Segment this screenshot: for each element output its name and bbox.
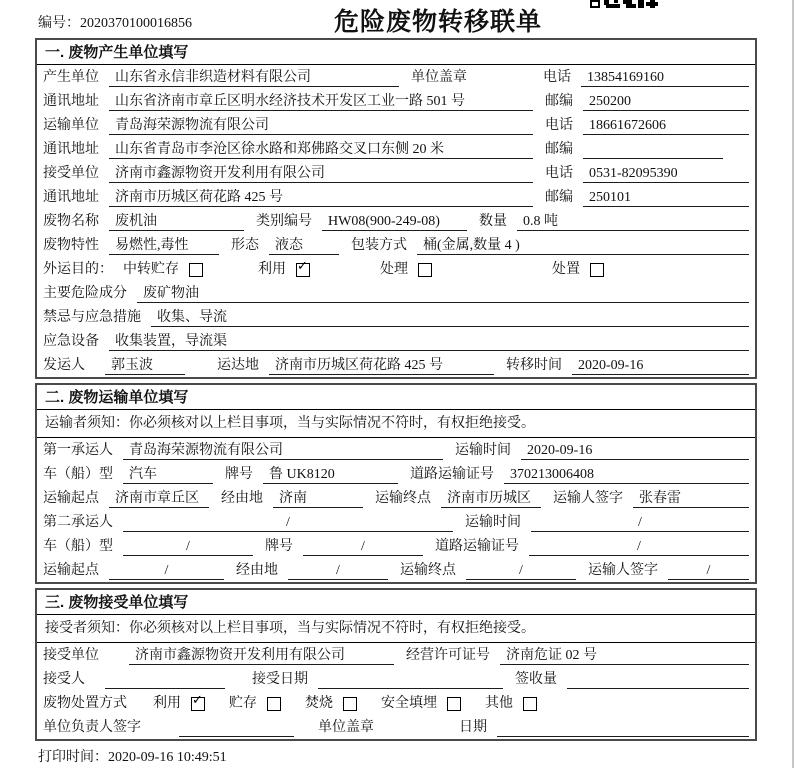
section-transporter [35,383,757,584]
check-mark-icon: ✓ [297,259,308,274]
form-row [37,137,755,161]
field-value: 济南市鑫源物资开发利用有限公司 [129,647,394,665]
field-value: / [529,538,749,556]
field-label: 包装方式 [351,238,407,253]
field-label: 第二承运人 [43,515,113,530]
field-value: 青岛海荣源物流有限公司 [109,117,533,135]
field-label: 单位盖章 [318,720,374,735]
field-value: 收集、导流 [151,309,749,327]
form-row [37,691,755,715]
field-label: 邮编 [545,94,573,109]
form-row [37,462,755,486]
checkbox-checked-icon [191,693,205,711]
field-value-empty [583,141,723,159]
field-label: 电话 [543,70,571,85]
field-label: 发运人 [43,358,85,373]
page-edge-line [792,0,794,768]
section-title: 三. 废物接受单位填写 [37,590,755,615]
serial-label: 编号： [38,16,80,31]
spacer [197,376,217,377]
field-value: 液态 [269,237,339,255]
form-row [37,233,755,257]
checkbox-checked-icon [296,259,310,277]
form-row [37,257,755,281]
spacer [205,714,229,715]
field-value: 山东省永信非织造材料有限公司 [109,69,399,87]
field-value: 18661672606 [583,117,749,135]
field-label: 外运目的： [43,262,113,277]
field-label: 经由地 [236,563,278,578]
form-row [37,643,755,667]
field-label: 利用 [153,696,181,711]
spacer [477,88,543,89]
form-row [37,209,755,233]
field-label: 牌号 [265,539,293,554]
field-value: 桶(金属,数量 4 ) [417,237,749,255]
form-row [37,558,755,582]
field-value: 济南市鑫源物资开发利用有限公司 [109,165,533,183]
field-value: / [466,562,576,580]
checkbox-icon [343,697,357,711]
checkbox-icon [267,697,281,711]
field-value: 2020-09-16 [572,357,749,375]
field-label: 接受单位 [43,166,99,181]
field-value: 0.8 吨 [517,213,749,231]
field-label: 处理 [380,262,408,277]
field-value: 易燃性,毒性 [109,237,219,255]
checkbox-icon [418,263,432,277]
qr-code-fragment-icon [590,0,658,10]
field-label: 经营许可证号 [406,648,490,663]
field-label: 电话 [545,118,573,133]
field-label: 产生单位 [43,70,99,85]
form-row [37,353,755,377]
field-label: 牌号 [225,467,253,482]
field-label: 中转贮存 [123,262,179,277]
field-value: 收集装置，导流渠 [109,333,749,351]
section-notice: 接受者须知：你必须核对以上栏目事项，当与实际情况不符时，有权拒绝接受。 [37,615,755,643]
serial-line [38,12,192,32]
section-title: 二. 废物运输单位填写 [37,385,755,410]
section-title: 一. 废物产生单位填写 [37,40,755,65]
field-value-empty [497,719,749,737]
field-value: / [531,514,749,532]
field-label: 接受日期 [252,672,308,687]
field-value: / [123,538,253,556]
field-label: 接受单位 [43,648,99,663]
spacer [306,738,318,739]
check-mark-icon: ✓ [192,693,203,708]
field-label: 利用 [258,262,286,277]
field-value: 2020-09-16 [521,442,749,460]
field-label: 运输终点 [375,491,431,506]
field-value: / [668,562,749,580]
field-label: 废物处置方式 [43,696,127,711]
field-label: 通讯地址 [43,94,99,109]
print-time-value: 2020-09-16 10:49:51 [108,750,227,765]
field-value-empty [179,719,294,737]
form-row [37,113,755,137]
field-label: 运输人签字 [588,563,658,578]
field-label: 运输时间 [465,515,521,530]
spacer [281,714,305,715]
field-value-empty [567,671,749,689]
field-label: 运输人签字 [553,491,623,506]
field-label: 运达地 [217,358,259,373]
field-label: 车（船）型 [43,539,113,554]
field-value: 济南市章丘区 [109,490,209,508]
field-label: 禁忌与应急措施 [43,310,141,325]
field-value: / [303,538,423,556]
field-label: 处置 [552,262,580,277]
form-row [37,486,755,510]
field-label: 转移时间 [506,358,562,373]
checkbox-icon [189,263,203,277]
field-label: 签收量 [515,672,557,687]
field-value: 郭玉波 [105,357,185,375]
checkbox-icon [523,697,537,711]
form-row [37,305,755,329]
print-time-label: 打印时间： [38,750,108,765]
field-value: 370213006408 [504,466,749,484]
field-label: 废物名称 [43,214,99,229]
field-label: 接受人 [43,672,85,687]
spacer [203,280,258,281]
field-label: 安全填埋 [381,696,437,711]
field-value: 山东省济南市章丘区明水经济技术开发区工业一路 501 号 [109,93,533,111]
field-value: 张春雷 [633,490,749,508]
spacer [137,714,153,715]
section-producer [35,38,757,379]
field-value-empty [318,671,503,689]
spacer [95,376,105,377]
form-row [37,65,755,89]
field-value: 汽车 [123,466,213,484]
field-value: 0531-82095390 [583,165,749,183]
field-value: 13854169160 [581,69,749,87]
field-value: 山东省青岛市李沧区徐水路和郑佛路交叉口东侧 20 米 [109,141,533,159]
field-label: 运输起点 [43,563,99,578]
spacer [237,690,252,691]
field-label: 类别编号 [256,214,312,229]
field-label: 贮存 [229,696,257,711]
field-label: 单位盖章 [411,70,467,85]
field-label: 经由地 [221,491,263,506]
field-value-empty [105,671,225,689]
field-value: 250101 [583,189,749,207]
spacer [384,738,459,739]
field-label: 邮编 [545,142,573,157]
field-label: 其他 [485,696,513,711]
field-value: 鲁 UK8120 [263,466,398,484]
serial-number: 2020370100016856 [80,16,192,31]
form-row [37,281,755,305]
checkbox-icon [590,263,604,277]
spacer [95,690,105,691]
field-label: 通讯地址 [43,190,99,205]
field-label: 运输终点 [400,563,456,578]
form-row [37,534,755,558]
field-value: HW08(900-249-08) [322,213,467,231]
field-value: 废机油 [109,213,244,231]
form-row [37,329,755,353]
spacer [432,280,552,281]
form-row [37,667,755,691]
form-row [37,161,755,185]
field-label: 运输时间 [455,443,511,458]
field-label: 焚烧 [305,696,333,711]
field-label: 主要危险成分 [43,286,127,301]
field-label: 形态 [231,238,259,253]
checkbox-icon [447,697,461,711]
field-label: 应急设备 [43,334,99,349]
field-value: 济南危证 02 号 [500,647,749,665]
form-sections [0,38,796,741]
field-label: 日期 [459,720,487,735]
field-value: 济南 [273,490,363,508]
form-row [37,510,755,534]
field-value: 济南市历城区荷花路 425 号 [269,357,494,375]
section-notice: 运输者须知：你必须核对以上栏目事项，当与实际情况不符时，有权拒绝接受。 [37,410,755,438]
field-value: / [288,562,388,580]
field-value: / [109,562,224,580]
field-value: 250200 [583,93,749,111]
field-label: 车（船）型 [43,467,113,482]
field-label: 运输起点 [43,491,99,506]
form-row [37,89,755,113]
field-label: 道路运输证号 [435,539,519,554]
form-row [37,438,755,462]
field-value: / [123,514,453,532]
field-label: 第一承运人 [43,443,113,458]
spacer [310,280,380,281]
section-receiver [35,588,757,741]
field-label: 道路运输证号 [410,467,494,482]
field-value: 济南市历城区 [441,490,541,508]
field-label: 单位负责人签字 [43,720,141,735]
print-time-line [38,746,796,766]
spacer [109,666,129,667]
field-label: 废物特性 [43,238,99,253]
form-row [37,185,755,209]
field-value: 青岛海荣源物流有限公司 [123,442,443,460]
spacer [151,738,179,739]
document-header [0,0,796,38]
page-title: 危险废物转移联单 [334,8,543,36]
spacer [461,714,485,715]
spacer [357,714,381,715]
field-label: 电话 [545,166,573,181]
field-label: 邮编 [545,190,573,205]
field-value: 废矿物油 [137,285,749,303]
field-value: 济南市历城区荷花路 425 号 [109,189,533,207]
field-label: 数量 [479,214,507,229]
form-row [37,715,755,739]
field-label: 通讯地址 [43,142,99,157]
field-label: 运输单位 [43,118,99,133]
